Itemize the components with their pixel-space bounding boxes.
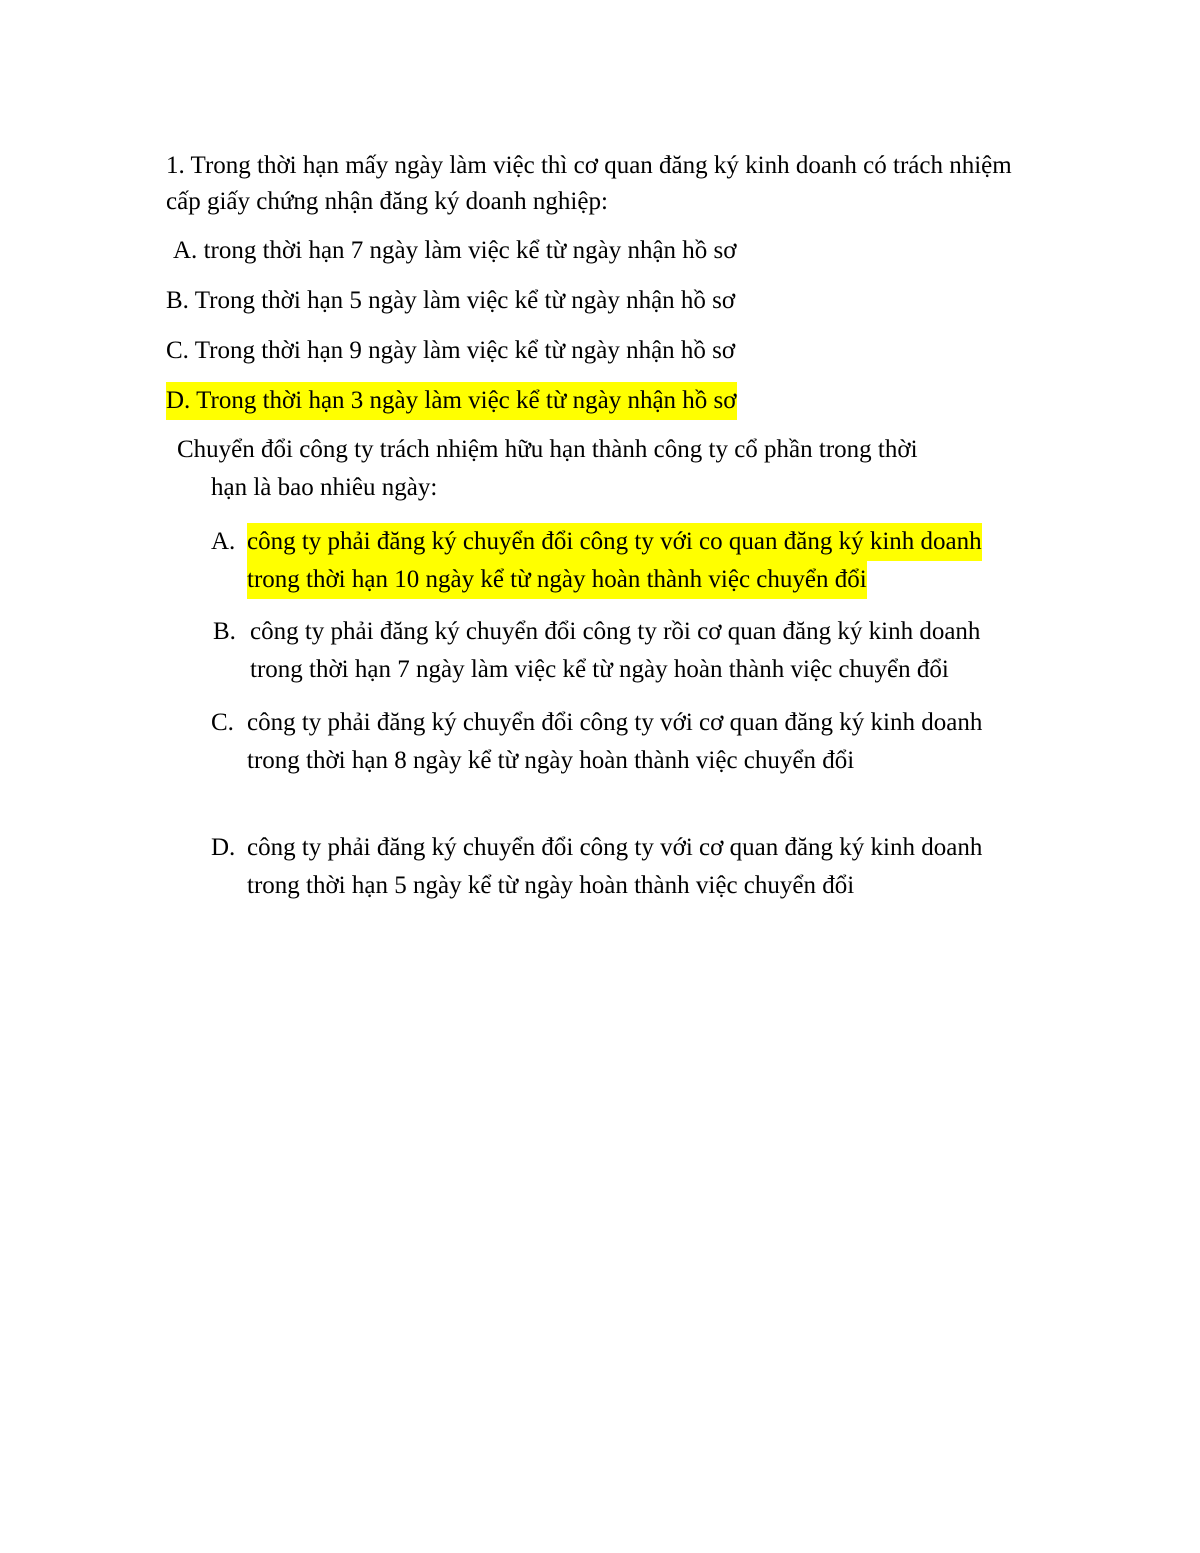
q2-text-line-2: hạn là bao nhiêu ngày: (211, 474, 438, 501)
q1-option-c-text: Trong thời hạn 9 ngày làm việc kể từ ngày nhận hồ sơ (194, 337, 736, 364)
q1-option-b-letter: B. (166, 287, 189, 314)
q1-text-line-1: 1. Trong thời hạn mấy ngày làm việc thì cơ quan đăng ký kinh doanh có trách nhiệm (166, 152, 1012, 179)
q1-option-a-text: trong thời hạn 7 ngày làm việc kể từ ngày nhận hồ sơ (203, 237, 737, 264)
q1-option-b (166, 282, 735, 320)
q1-option-c-letter: C. (166, 337, 189, 364)
q2-option-d-letter: D. (211, 834, 236, 861)
q1-option-c (166, 332, 735, 370)
q2-option-c-line-2: trong thời hạn 8 ngày kể từ ngày hoàn thành việc chuyển đổi (247, 747, 855, 774)
q2-option-d-line-1: công ty phải đăng ký chuyển đổi công ty với cơ quan đăng ký kinh doanh (247, 834, 983, 861)
q2-option-b-letter: B. (213, 618, 236, 645)
q1-option-a (173, 232, 737, 270)
q1-text-line-2: cấp giấy chứng nhận đăng ký doanh nghiệp: (166, 188, 608, 215)
q2-option-b-line-1: công ty phải đăng ký chuyển đổi công ty rồi cơ quan đăng ký kinh doanh (250, 618, 981, 645)
q2-text-line-1: Chuyển đổi công ty trách nhiệm hữu hạn thành công ty cổ phần trong thời (177, 436, 918, 463)
q1-option-d-text: Trong thời hạn 3 ngày làm việc kể từ ngày nhận hồ sơ (196, 387, 737, 414)
q1-option-a-letter: A. (173, 237, 198, 264)
q1-option-b-text: Trong thời hạn 5 ngày làm việc kể từ ngày nhận hồ sơ (194, 287, 736, 314)
q2-option-a-letter: A. (211, 528, 236, 555)
q1-option-d-highlighted (166, 382, 737, 420)
q2-option-b-line-2: trong thời hạn 7 ngày làm việc kể từ ngày hoàn thành việc chuyển đổi (250, 656, 949, 683)
q2-option-d-line-2: trong thời hạn 5 ngày kể từ ngày hoàn thành việc chuyển đổi (247, 872, 855, 899)
q2-option-c-letter: C. (211, 709, 234, 736)
q1-option-d-letter: D. (166, 387, 191, 414)
q2-option-c-line-1: công ty phải đăng ký chuyển đổi công ty với cơ quan đăng ký kinh doanh (247, 709, 983, 736)
q2-option-a-line-2: trong thời hạn 10 ngày kể từ ngày hoàn thành việc chuyển đổi (247, 561, 867, 599)
q2-option-a-line-1: công ty phải đăng ký chuyển đổi công ty với co quan đăng ký kinh doanh (247, 523, 982, 561)
